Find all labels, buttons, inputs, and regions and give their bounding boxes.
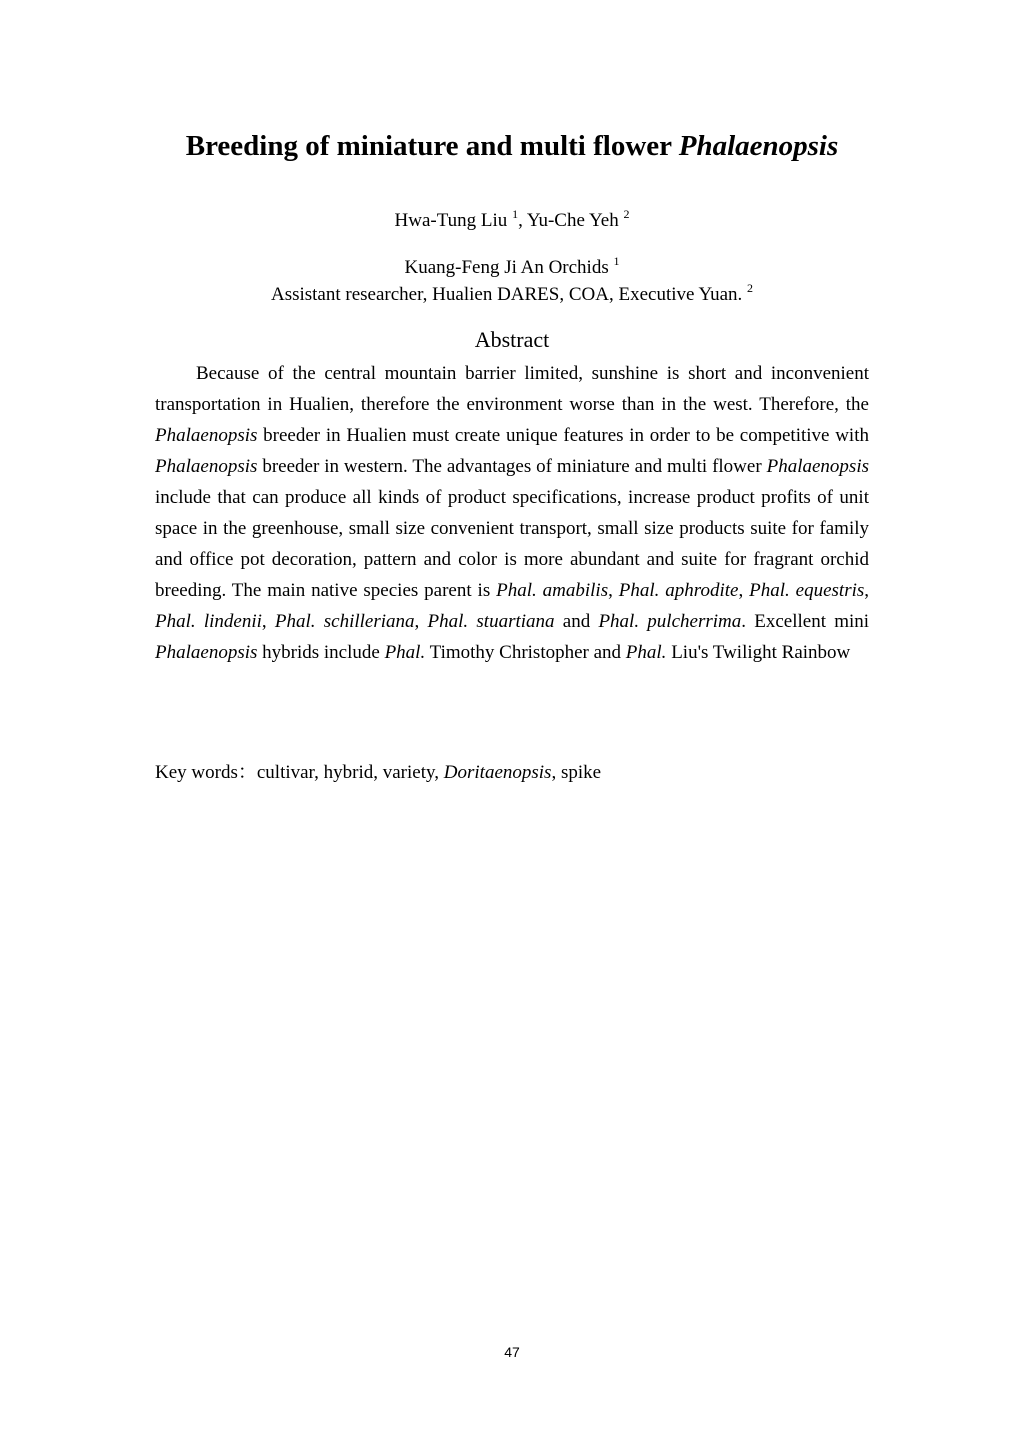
text-run: ,	[864, 580, 870, 601]
text-run: ,	[414, 611, 428, 632]
abstract-heading: Abstract	[474, 327, 550, 352]
keywords-line	[155, 759, 869, 787]
page-number: 47	[504, 1344, 520, 1360]
text-run: , spike	[551, 762, 602, 783]
italic-term: Phalaenopsis	[155, 642, 258, 663]
text-run: cultivar, hybrid, variety,	[256, 762, 444, 783]
italic-term: Phal. aphrodite	[618, 580, 739, 601]
affiliation-mark: 2	[747, 281, 754, 295]
text-run: ,	[261, 611, 275, 632]
paper-title	[0, 128, 1024, 164]
paper-title-italic: Phalaenopsis	[678, 130, 839, 162]
author-separator: ,	[518, 210, 523, 231]
affiliation-mark: 1	[613, 254, 620, 268]
text-run: Liu's Twilight Rainbow	[666, 642, 851, 663]
affiliation-text: Assistant researcher, Hualien DARES, COA, Executive Yuan.	[270, 284, 743, 305]
italic-term: Phal. equestris	[749, 580, 865, 601]
author-name: Hwa-Tung Liu	[394, 210, 508, 231]
text-run: . Excellent mini	[741, 611, 870, 632]
text-run: breeder in western. The advantages of miniature and multi flower	[257, 456, 767, 477]
italic-term: Phalaenopsis	[766, 456, 869, 477]
affiliation	[0, 256, 1024, 280]
author-line	[0, 208, 1024, 234]
author-affiliation-mark: 1	[512, 207, 519, 221]
italic-term: Phal. lindenii	[155, 611, 262, 632]
italic-term: Phalaenopsis	[155, 425, 258, 446]
paper-title-main: Breeding of miniature and multi flower	[185, 130, 672, 162]
text-run: ,	[738, 580, 750, 601]
italic-term: Phal.	[625, 642, 667, 663]
text-run: Because of the central mountain barrier limited, sunshine is short and inconvenient transportation in Hualien, therefore the environment worse than in the west. Therefore, the	[155, 363, 869, 415]
text-run: hybrids include	[257, 642, 385, 663]
italic-term: Phal. schilleriana	[274, 611, 415, 632]
keywords-label: Key words：	[155, 762, 257, 783]
italic-term: Phal.	[384, 642, 426, 663]
affiliation-text: Kuang-Feng Ji An Orchids	[404, 257, 609, 278]
affiliation	[0, 283, 1024, 307]
author-name: Yu-Che Yeh	[526, 210, 619, 231]
abstract-paragraph	[155, 358, 869, 668]
italic-term: Phal. pulcherrima	[598, 611, 742, 632]
italic-term: Phal. amabilis	[496, 580, 609, 601]
text-run: ,	[608, 580, 619, 601]
italic-term: Phalaenopsis	[155, 456, 258, 477]
text-run: and	[554, 611, 599, 632]
text-run: breeder in Hualien must create unique features in order to be competitive with	[257, 425, 869, 446]
italic-term: Doritaenopsis	[443, 762, 552, 783]
author-affiliation-mark: 2	[623, 207, 630, 221]
text-run: Timothy Christopher and	[425, 642, 626, 663]
text-run: include that can produce all kinds of product specifications, increase product profits of unit space in the greenhouse, small size convenient transport, small size products suite for family and office pot decoration, pattern and color is more abundant and suite for fragrant orchid breeding. The main native species parent is	[155, 487, 869, 601]
italic-term: Phal. stuartiana	[427, 611, 555, 632]
